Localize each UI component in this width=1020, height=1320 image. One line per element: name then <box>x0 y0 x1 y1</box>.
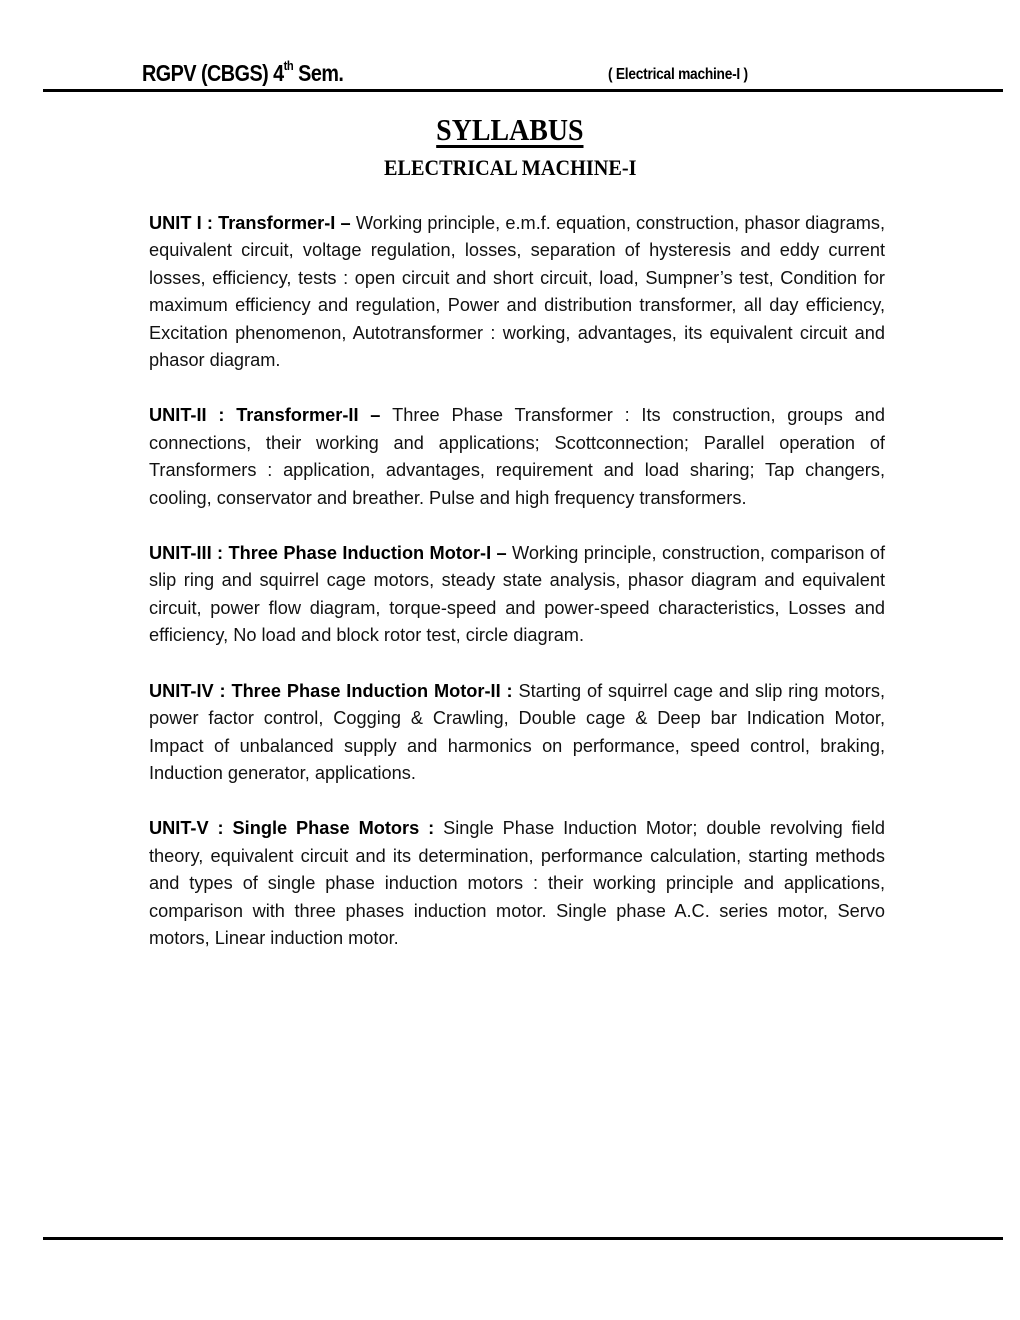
unit-label: UNIT-V : <box>149 818 233 839</box>
syllabus-units <box>149 210 885 952</box>
unit-description: Starting of squirrel cage and slip ring motors, power factor control, Cogging & Crawling, Double cage & Deep bar Indication Motor, Impact of unbalanced supply and harmonics on performance, speed control, braking, Induction generator, applications. <box>149 680 885 783</box>
unit-topic: Transformer-I – <box>218 213 356 233</box>
semester-label: Sem. <box>293 60 344 86</box>
unit-topic: Three Phase Induction Motor-I – <box>228 543 513 564</box>
subject-heading: ( Electrical machine-I ) <box>608 66 748 83</box>
header-divider <box>43 89 1003 92</box>
unit-description: Single Phase Induction Motor; double revolving field theory, equivalent circuit and its determination, performance calculation, starting methods and types of single phase induction motors : their working principle and applications, comparison with three phases induction motor. Single phase A.C. series motor, Servo motors, Linear induction motor. <box>149 818 885 948</box>
page-subtitle-text: ELECTRICAL MACHINE-I <box>383 155 637 180</box>
page-header <box>0 0 1020 92</box>
footer-divider <box>43 1237 1003 1240</box>
unit-description: Working principle, e.m.f. equation, construction, phasor diagrams, equivalent circuit, voltage regulation, losses, separation of hysteresis and eddy current losses, efficiency, tests : open circuit and short circuit, load, Sumpner’s test, Condition for maximum efficiency and regulation, Power and distribution transformer, all day efficiency, Excitation phenomenon, Autotransformer : working, advantages, its equivalent circuit and phasor diagram. <box>149 213 886 371</box>
unit-5-paragraph <box>149 815 885 952</box>
unit-topic: Transformer-II – <box>236 405 393 426</box>
page-title-text: SYLLABUS <box>436 112 584 147</box>
unit-label: UNIT-II : <box>149 405 237 426</box>
page-title <box>0 112 1020 148</box>
course-name: RGPV (CBGS) 4 <box>142 60 284 86</box>
unit-2-paragraph <box>149 402 885 512</box>
unit-description: Working principle, construction, comparison of slip ring and squirrel cage motors, steady state analysis, phasor diagram and equivalent circuit, power flow diagram, torque-speed and power-speed characteristics, Losses and efficiency, No load and block rotor test, circle diagram. <box>149 543 885 646</box>
course-semester-heading <box>142 60 343 87</box>
unit-label: UNIT-IV : <box>149 680 232 701</box>
unit-topic: Three Phase Induction Motor-II : <box>231 680 519 701</box>
unit-1-paragraph <box>149 210 885 374</box>
unit-label: UNIT-III : <box>149 543 229 564</box>
ordinal-suffix: th <box>283 58 294 73</box>
unit-description: Three Phase Transformer : Its construction, groups and connections, their working and applications; Scottconnection; Parallel operation of Transformers : application, advantages, requirement and load sharing; Tap changers, cooling, conservator and breather. Pulse and high frequency transformers. <box>149 405 885 508</box>
unit-3-paragraph <box>149 540 885 650</box>
page-subtitle <box>0 155 1020 181</box>
unit-4-paragraph <box>149 678 885 788</box>
unit-label: UNIT I : <box>149 213 219 233</box>
unit-topic: Single Phase Motors : <box>232 818 444 839</box>
